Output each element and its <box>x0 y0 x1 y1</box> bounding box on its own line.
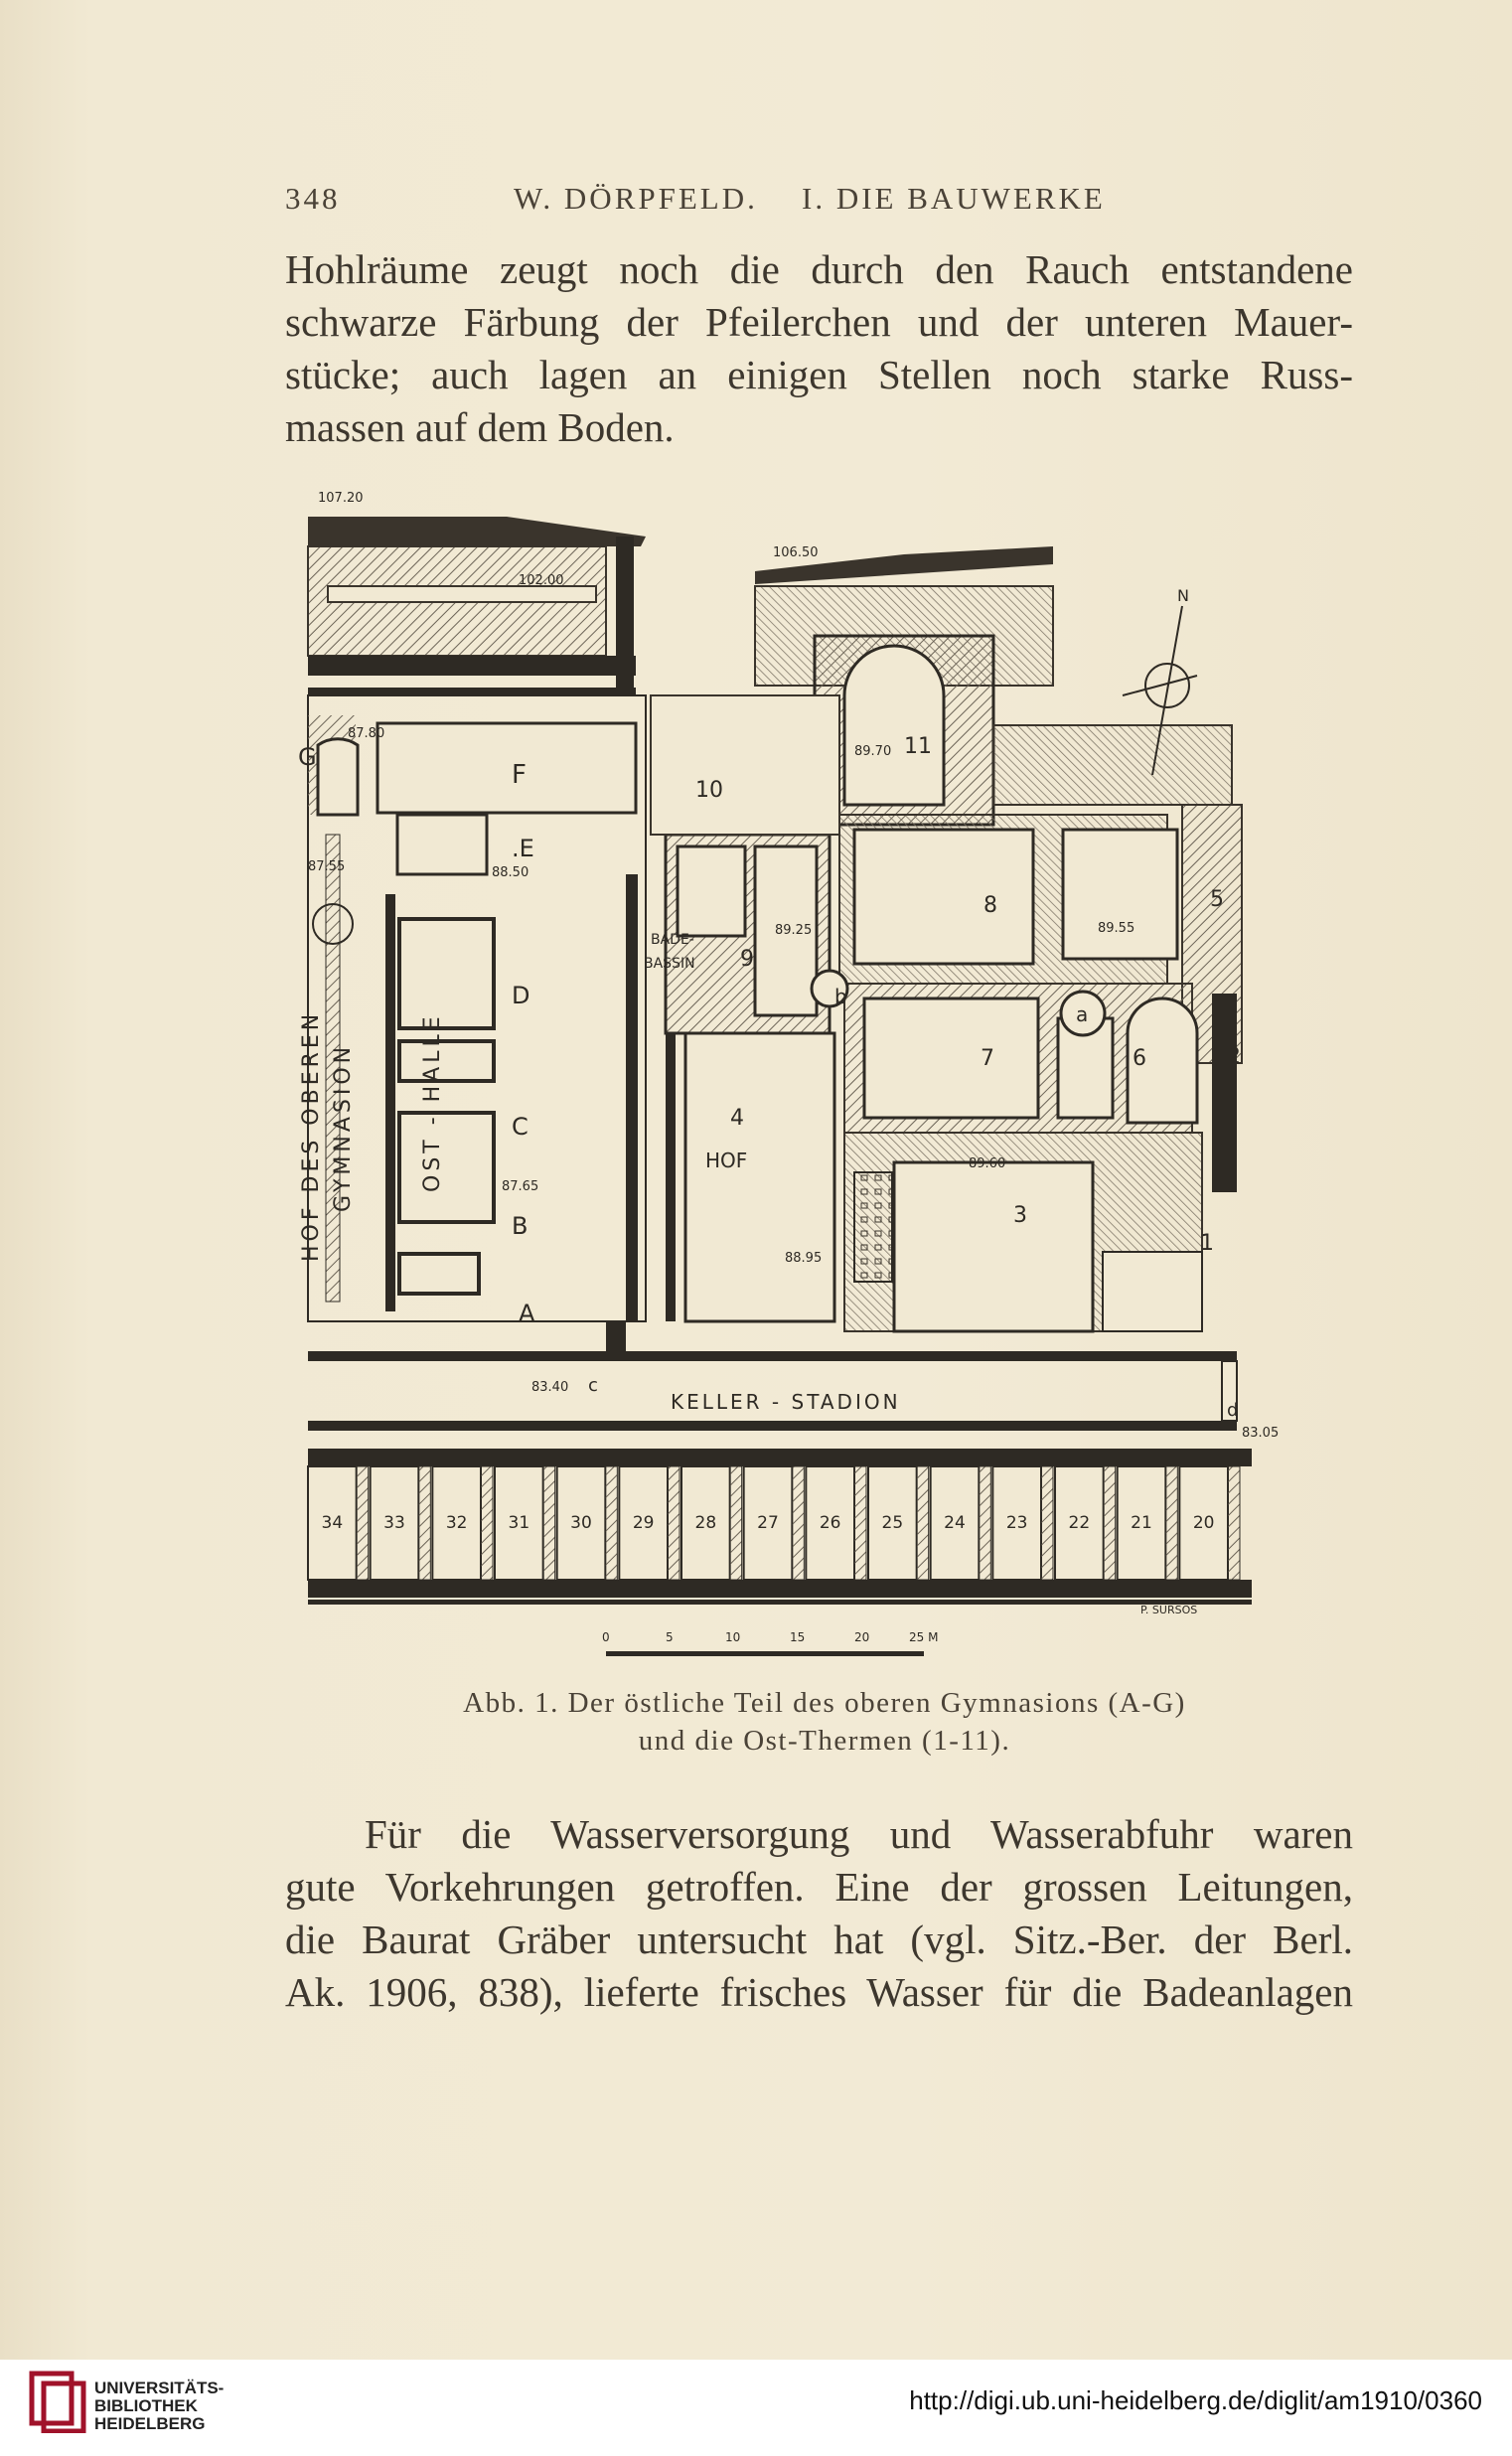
stadion-cell-label: 29 <box>632 1513 655 1533</box>
room-label-b: b <box>834 985 847 1008</box>
stadion-pier <box>730 1466 742 1580</box>
hof-label: HOF <box>705 1149 748 1172</box>
scale-bar <box>602 1630 938 1656</box>
room-label-D: D <box>512 982 530 1009</box>
room-label-10: 10 <box>695 778 723 803</box>
room-label-7: 7 <box>981 1046 994 1071</box>
room-label-F: F <box>512 760 527 790</box>
header-section: I. DIE BAUWERKE <box>802 181 1106 216</box>
scale-label: 25 M <box>909 1630 939 1644</box>
upper-left-structure <box>308 517 646 695</box>
room-11-block <box>815 636 993 825</box>
header-author: W. DÖRPFELD. <box>514 181 758 216</box>
running-header <box>285 181 1351 221</box>
stadion-pier <box>792 1466 804 1580</box>
elevation-label: 106.50 <box>773 545 819 560</box>
ost-halle-label: OST - HALLE <box>420 1012 445 1192</box>
room-label-3: 3 <box>1013 1203 1027 1228</box>
room-label-E: .E <box>512 835 534 862</box>
stadion-cell-label: 22 <box>1068 1513 1091 1533</box>
rooms-8-5 <box>839 815 1177 984</box>
stadion-cell-label: 25 <box>881 1513 904 1533</box>
stadion-pier <box>917 1466 929 1580</box>
paragraph-top <box>285 243 1353 454</box>
bade-label: BADE- <box>651 932 694 948</box>
stadion-cells <box>308 1449 1252 1605</box>
keller-stadion-label: KELLER - STADION <box>671 1390 901 1414</box>
north-label: N <box>1177 586 1189 605</box>
stadion-cell-label: 27 <box>757 1513 779 1533</box>
stadion-pier <box>1228 1466 1240 1580</box>
text-line: stücke; auch lagen an einigen Stellen noch starke Russ- <box>285 352 1353 397</box>
stadion-cell-label: 34 <box>321 1513 344 1533</box>
stadion-cell-label: 28 <box>694 1513 717 1533</box>
library-name-line: BIBLIOTHEK <box>94 2396 198 2415</box>
elevation-label: 87.55 <box>308 859 346 874</box>
room-label-1: 1 <box>1200 1231 1214 1256</box>
library-name <box>94 2379 224 2433</box>
stadion-pier <box>854 1466 866 1580</box>
room-label-C: C <box>512 1113 529 1141</box>
elevation-label: 107.20 <box>318 491 364 506</box>
room-label-G: G <box>298 743 317 771</box>
scale-label: 20 <box>854 1630 870 1644</box>
room-label-6: 6 <box>1133 1046 1146 1071</box>
caption-line: und die Ost-Thermen (1-11). <box>638 1725 1011 1757</box>
elevation-label: 89.55 <box>1098 921 1135 936</box>
scale-label: 5 <box>666 1630 674 1644</box>
stadion-cell-label: 24 <box>944 1513 966 1533</box>
room-label-2: 2 <box>1227 1044 1241 1069</box>
room-label-5: 5 <box>1210 887 1224 912</box>
library-footer <box>0 2360 1512 2456</box>
elevation-label: 88.95 <box>785 1251 823 1266</box>
elevation-label: 83.40 <box>531 1380 569 1395</box>
figure-caption <box>397 1684 1252 1760</box>
stadion-pier <box>543 1466 555 1580</box>
room-label-B: B <box>512 1212 529 1240</box>
stadion-pier <box>979 1466 990 1580</box>
page-number: 348 <box>285 181 341 216</box>
library-name-line: HEIDELBERG <box>94 2414 206 2433</box>
stadion-cell-label: 31 <box>508 1513 530 1533</box>
room-label-c: c <box>588 1375 598 1396</box>
scale-label: 15 <box>790 1630 806 1644</box>
elevation-label: 87.65 <box>502 1179 539 1194</box>
stadion-cell-label: 23 <box>1005 1513 1028 1533</box>
source-url-link[interactable]: http://digi.ub.uni-heidelberg.de/diglit/am1910/0360 <box>909 2385 1482 2415</box>
stadion-pier <box>668 1466 680 1580</box>
stadion-pier <box>357 1466 369 1580</box>
room-label-a: a <box>1076 1002 1089 1026</box>
elevation-label: 87.80 <box>348 726 385 741</box>
text-line: gute Vorkehrungen getroffen. Eine der grossen Leitungen, <box>285 1864 1353 1910</box>
room-label-9: 9 <box>740 947 754 972</box>
scale-label: 10 <box>725 1630 741 1644</box>
stadion-pier <box>1041 1466 1053 1580</box>
stadion-pier <box>481 1466 493 1580</box>
gymnasion-label: GYMNASION <box>331 1042 356 1212</box>
stadion-pier <box>418 1466 430 1580</box>
room-label-d: d <box>1227 1400 1239 1421</box>
elevation-label: 89.70 <box>854 744 892 759</box>
caption-line: Abb. 1. Der östliche Teil des oberen Gymnasions (A-G) <box>463 1687 1186 1719</box>
room-label-A: A <box>519 1300 535 1327</box>
room-label-4: 4 <box>730 1106 744 1131</box>
elevation-label: 83.05 <box>1242 1426 1280 1441</box>
text-line: Hohlräume zeugt noch die durch den Rauch entstandene <box>285 246 1353 292</box>
library-name-line: UNIVERSITÄTS- <box>94 2379 225 2397</box>
stadion-cell-label: 30 <box>570 1513 592 1533</box>
text-line: schwarze Färbung der Pfeilerchen und der unteren Mauer- <box>285 299 1353 345</box>
stadion-cell-label: 32 <box>445 1513 468 1533</box>
text-line: Für die Wasserversorgung und Wasserabfuhr waren <box>365 1811 1353 1857</box>
text-line: massen auf dem Boden. <box>285 404 675 450</box>
gymnasion-rooms <box>308 695 646 1351</box>
room-label-11: 11 <box>904 734 932 759</box>
surveyor-label: P. SURSOS <box>1140 1604 1198 1616</box>
text-line: Ak. 1906, 838), lieferte frisches Wasser für die Badeanlagen <box>285 1969 1353 2015</box>
library-logo-icon <box>28 2370 87 2433</box>
vertical-labels <box>299 1010 445 1262</box>
bassin-label: BASSIN <box>644 956 695 972</box>
rooms-3-1 <box>844 1133 1202 1331</box>
site-plan-figure <box>288 477 1321 1659</box>
text-line: die Baurat Gräber untersucht hat (vgl. Sitz.-Ber. der Berl. <box>285 1917 1353 1962</box>
hof-des-oberen-label: HOF DES OBEREN <box>299 1009 324 1262</box>
elevation-label: 88.50 <box>492 865 529 880</box>
elevation-label: 89.60 <box>969 1156 1006 1171</box>
stadion-pier <box>1104 1466 1116 1580</box>
stadion-cell-label: 20 <box>1192 1513 1215 1533</box>
elevation-label: 89.25 <box>775 923 813 938</box>
stadion-cell-label: 26 <box>819 1513 841 1533</box>
stadion-pier <box>1165 1466 1177 1580</box>
stadion-pier <box>605 1466 617 1580</box>
elevation-label: 102.00 <box>519 573 564 588</box>
room-label-8: 8 <box>983 893 997 918</box>
stadion-cell-label: 33 <box>383 1513 405 1533</box>
paragraph-bottom <box>285 1808 1353 2019</box>
stadion-cell-label: 21 <box>1131 1513 1152 1533</box>
scale-label: 0 <box>602 1630 610 1644</box>
